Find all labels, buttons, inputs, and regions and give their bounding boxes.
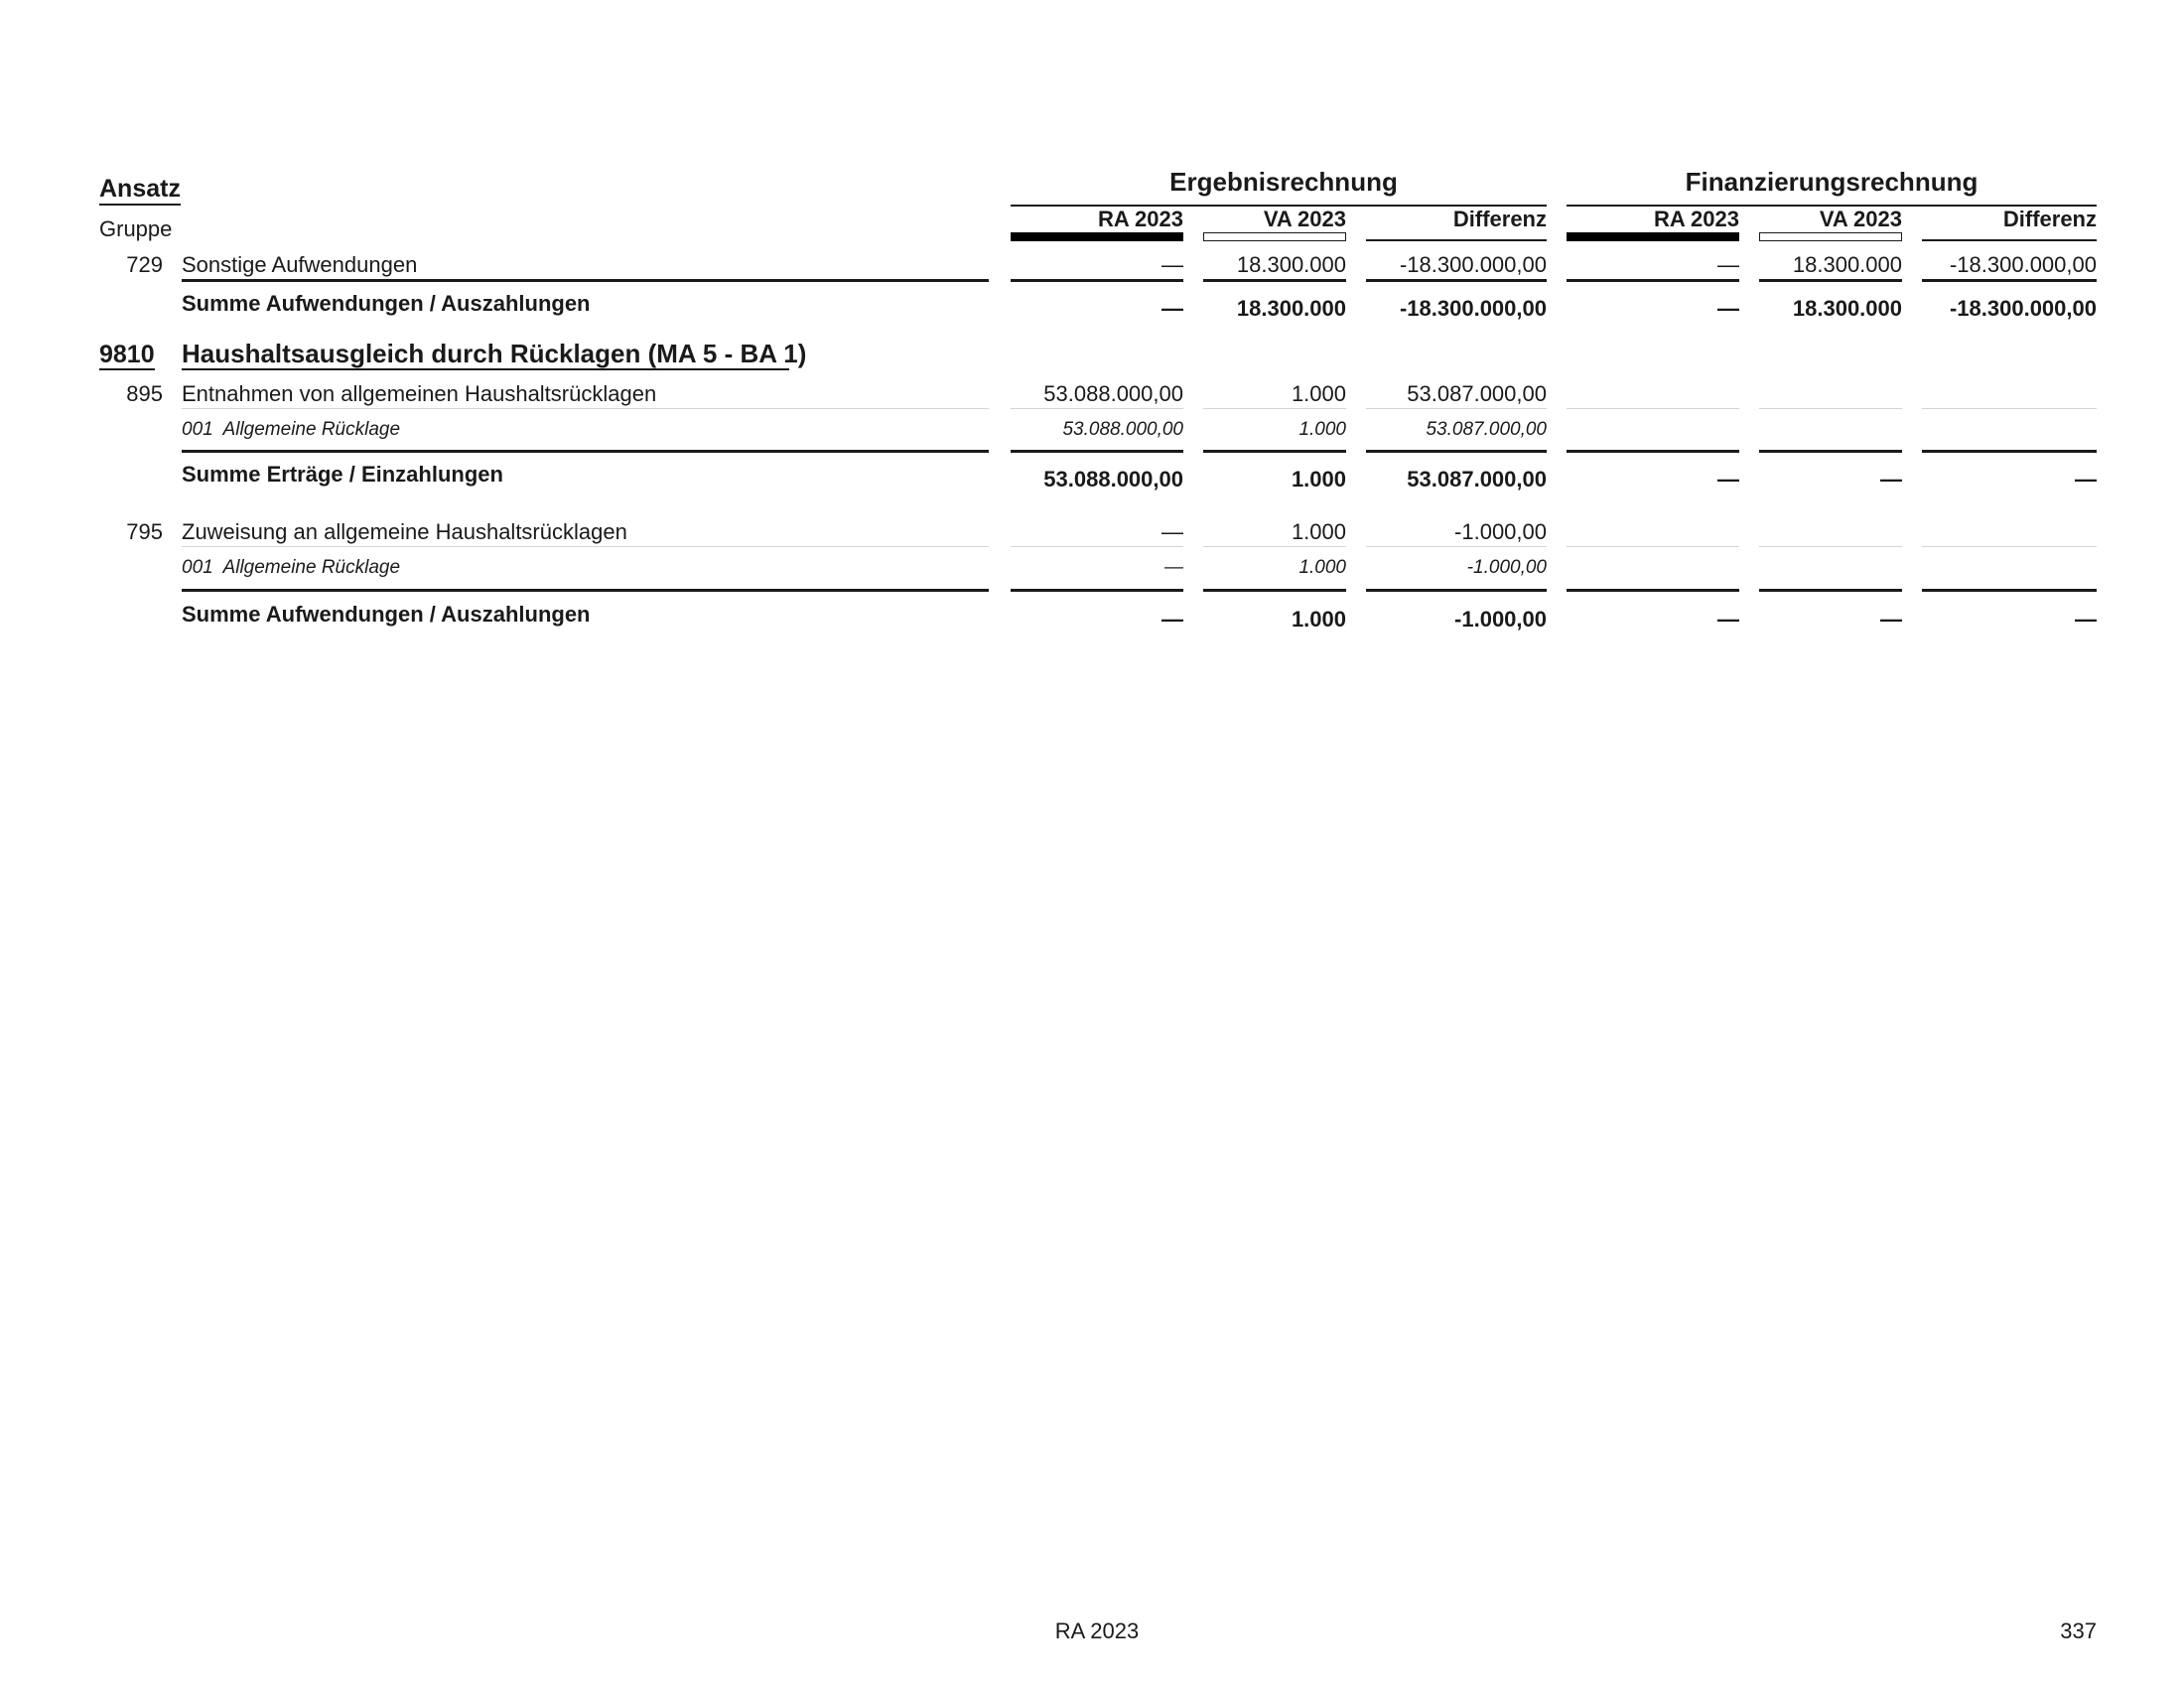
diff-marker-rule [1366,239,1547,241]
col-header-diff-ergebnis: Differenz [1452,207,1547,231]
sum-ergebnis-ra: — [1161,296,1183,321]
sum-finanz-ra: — [1717,467,1739,492]
row-rule [1366,279,1547,282]
cell-ergebnis-ra: — [1161,519,1183,544]
sum-finanz-ra: — [1717,296,1739,321]
col-header-ra-finanz: RA 2023 [1653,207,1739,231]
cell-ergebnis-diff: -18.300.000,00 [1399,252,1547,277]
finanzierungsrechnung-title: Finanzierungsrechnung [1685,167,1979,197]
sum-label-aufwendungen: Summe Aufwendungen / Auszahlungen [182,602,591,627]
row-label-sonstige-aufwendungen: Sonstige Aufwendungen [182,252,418,277]
row-separator [1759,408,1902,409]
ra-marker-bar [1011,232,1183,241]
row-rule [182,589,989,592]
va-marker-bar [1759,232,1902,241]
sum-finanz-diff: -18.300.000,00 [1949,296,2097,321]
sum-ergebnis-va: 1.000 [1291,607,1346,632]
section-title-underline [182,368,789,370]
cell-finanz-va: 18.300.000 [1792,252,1902,277]
cell-finanz-ra: — [1717,252,1739,277]
sum-ergebnis-diff: -1.000,00 [1454,607,1547,632]
section-code-underline [99,368,155,370]
subcell-ergebnis-va: 1.000 [1298,419,1346,440]
sum-finanz-diff: — [2075,467,2097,492]
cell-ergebnis-va: 1.000 [1291,381,1346,406]
cell-ergebnis-diff: 53.087.000,00 [1407,381,1547,406]
subcell-ergebnis-va: 1.000 [1298,557,1346,578]
row-rule [1011,279,1183,282]
section-title: Haushaltsausgleich durch Rücklagen (MA 5 - BA 1) [182,339,807,368]
row-separator [1567,546,1739,547]
row-separator [182,546,989,547]
subrow-label-allgemeine-ruecklage: 001 Allgemeine Rücklage [182,419,401,440]
sum-label-ertraege: Summe Erträge / Einzahlungen [182,462,503,487]
sum-finanz-va: — [1880,467,1902,492]
row-rule [1922,450,2097,453]
row-code-795: 795 [126,519,163,544]
row-code-895: 895 [126,381,163,406]
row-separator [1203,408,1346,409]
subcell-ergebnis-ra: — [1164,557,1183,578]
row-rule [1922,279,2097,282]
row-rule [1922,589,2097,592]
row-separator [1011,546,1183,547]
va-marker-bar [1203,232,1346,241]
row-rule [1203,279,1346,282]
ansatz-label: Ansatz [99,175,181,203]
sum-ergebnis-va: 1.000 [1291,467,1346,492]
cell-ergebnis-ra: 53.088.000,00 [1043,381,1183,406]
subrow-label-allgemeine-ruecklage: 001 Allgemeine Rücklage [182,557,401,578]
row-label-entnahmen: Entnahmen von allgemeinen Haushaltsrücklagen [182,381,657,406]
row-rule [1203,450,1346,453]
row-rule [1366,589,1547,592]
footer-report-label: RA 2023 [1054,1618,1140,1643]
row-rule [1567,279,1739,282]
col-header-va-finanz: VA 2023 [1819,207,1902,231]
cell-ergebnis-diff: -1.000,00 [1454,519,1547,544]
cell-ergebnis-ra: — [1161,252,1183,277]
row-rule [1759,279,1902,282]
row-separator [1011,408,1183,409]
row-separator [1759,546,1902,547]
sum-finanz-va: 18.300.000 [1792,296,1902,321]
cell-ergebnis-va: 1.000 [1291,519,1346,544]
sum-finanz-ra: — [1717,607,1739,632]
col-header-va-ergebnis: VA 2023 [1263,207,1346,231]
sum-ergebnis-va: 18.300.000 [1236,296,1346,321]
row-separator [1567,408,1739,409]
row-separator [1922,546,2097,547]
row-rule [1011,589,1183,592]
row-code-729: 729 [126,252,163,277]
subcell-ergebnis-diff: -1.000,00 [1466,557,1547,578]
row-rule [1759,589,1902,592]
row-separator [182,408,989,409]
sum-ergebnis-ra: — [1161,607,1183,632]
col-header-diff-finanz: Differenz [2002,207,2097,231]
row-rule [182,279,989,282]
row-rule [1759,450,1902,453]
sum-label-aufwendungen: Summe Aufwendungen / Auszahlungen [182,291,591,316]
page-number: 337 [2060,1618,2097,1643]
row-rule [1011,450,1183,453]
row-rule [1567,450,1739,453]
row-rule [1366,450,1547,453]
row-label-zuweisung: Zuweisung an allgemeine Haushaltsrücklagen [182,519,627,544]
cell-finanz-diff: -18.300.000,00 [1949,252,2097,277]
cell-ergebnis-va: 18.300.000 [1236,252,1346,277]
row-rule [1203,589,1346,592]
section-code: 9810 [99,341,155,368]
sum-ergebnis-diff: -18.300.000,00 [1399,296,1547,321]
col-header-ra-ergebnis: RA 2023 [1097,207,1183,231]
subcell-ergebnis-diff: 53.087.000,00 [1426,419,1547,440]
sum-ergebnis-ra: 53.088.000,00 [1043,467,1183,492]
gruppe-label: Gruppe [99,216,173,241]
sum-ergebnis-diff: 53.087.000,00 [1407,467,1547,492]
sum-finanz-diff: — [2075,607,2097,632]
sum-finanz-va: — [1880,607,1902,632]
ergebnisrechnung-title: Ergebnisrechnung [1169,167,1398,197]
row-separator [1203,546,1346,547]
row-separator [1922,408,2097,409]
row-rule [182,450,989,453]
ansatz-underline [99,204,181,206]
ra-marker-bar [1567,232,1739,241]
row-rule [1567,589,1739,592]
row-separator [1366,546,1547,547]
subcell-ergebnis-ra: 53.088.000,00 [1062,419,1183,440]
row-separator [1366,408,1547,409]
diff-marker-rule [1922,239,2097,241]
